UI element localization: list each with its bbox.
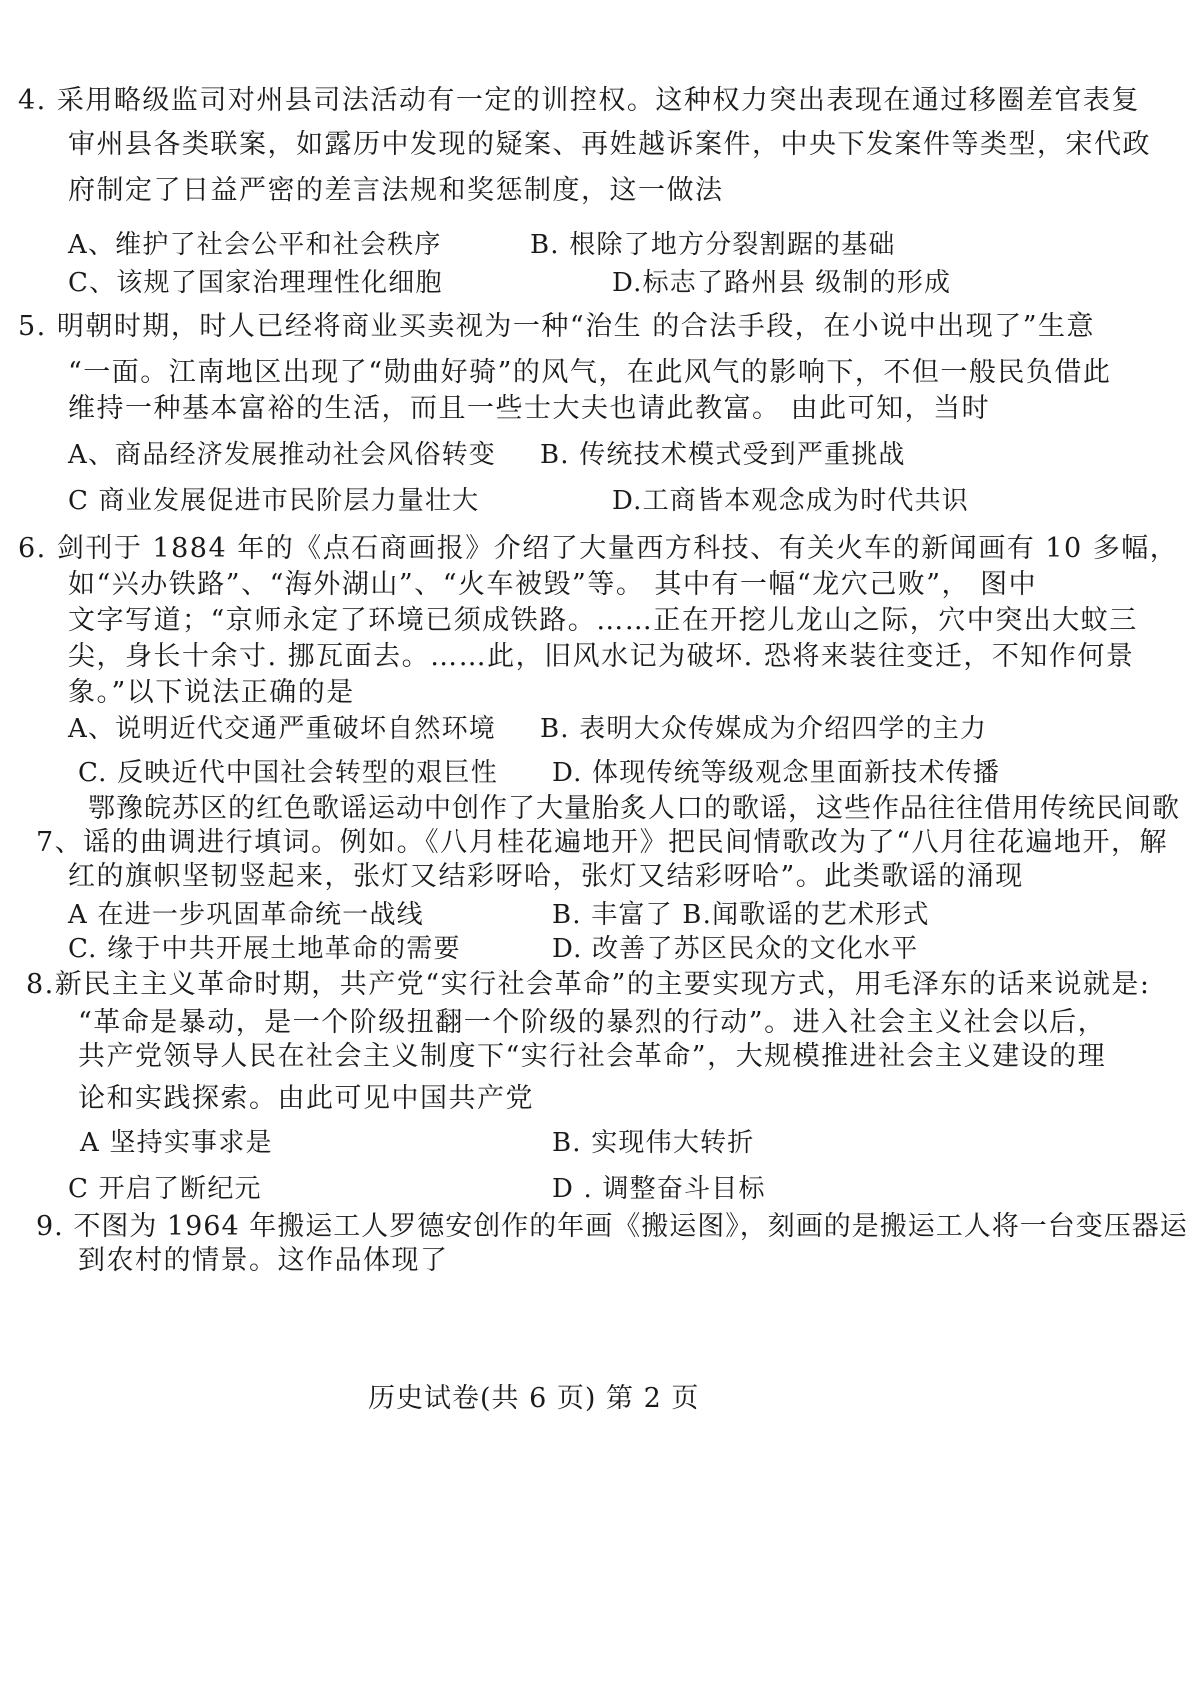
q9-stem-line-2: 到农村的情景。这作品体现了	[78, 1245, 449, 1276]
q4-stem-line-1: 4. 采用略级监司对州县司法活动有一定的训控权。这种权力突出表现在通过移圈差官表复	[18, 85, 1140, 116]
q8-stem-line-4: 论和实践探索。由此可见中国共产党	[78, 1083, 534, 1114]
q5-stem-line-3: 维持一种基本富裕的生活，而且一些士大夫也请此教富。 由此可知，当时	[68, 393, 991, 424]
q7-option-d: D. 改善了苏区民众的文化水平	[552, 934, 919, 964]
q8-stem-line-3: 共产党领导人民在社会主义制度下“实行社会革命”，大规模推进社会主义建设的理	[78, 1041, 1107, 1072]
q5-stem-line-1: 5. 明朝时期，时人已经将商业买卖视为一种“治生 的合法手段，在小说中出现了”生意	[18, 311, 1096, 342]
q7-option-c: C. 缘于中共开展土地革命的需要	[68, 934, 461, 964]
q5-option-d: D.工商皆本观念成为时代共识	[612, 486, 969, 516]
q8-stem-line-1: 8.新民主主义革命时期，共产党“实行社会革命”的主要实现方式，用毛泽东的话来说就是:	[26, 969, 1151, 1000]
q5-option-a: A、商品经济发展推动社会风俗转变	[68, 440, 496, 470]
q7-option-b: B. 丰富了 B.闻歌谣的艺术形式	[552, 900, 930, 930]
q8-stem-line-2: “革命是暴动，是一个阶级扭翻一个阶级的暴烈的行动”。进入社会主义社会以后，	[78, 1007, 1107, 1038]
q4-option-b: B. 根除了地方分裂割踞的基础	[530, 230, 896, 260]
q7-stem-line-3: 红的旗帜坚韧竖起来，张灯又结彩呀哈，张灯又结彩呀哈”。此类歌谣的涌现	[68, 861, 1024, 892]
q5-option-b: B. 传统技术模式受到严重挑战	[540, 440, 906, 470]
q6-option-c: C. 反映近代中国社会转型的艰巨性	[78, 758, 498, 788]
q6-option-a: A、说明近代交通严重破坏自然环境	[68, 714, 496, 744]
q4-stem-line-2: 审州县各类联案，如露历中发现的疑案、再姓越诉案件，中央下发案件等类型，宋代政	[68, 129, 1151, 160]
q5-option-c: C 商业发展促进市民阶层力量壮大	[68, 486, 480, 516]
q6-stem-line-5: 象。”以下说法正确的是	[68, 677, 355, 708]
q6-stem-line-1: 6. 剑刊于 1884 年的《点石商画报》介绍了大量西方科技、有关火车的新闻画有 10 多幅，	[18, 533, 1179, 564]
q8-option-d: D . 调整奋斗目标	[552, 1174, 766, 1204]
q7-stem-line-1: 鄂豫皖苏区的红色歌谣运动中创作了大量胎炙人口的歌谣，这些作品往往借用传统民间歌	[88, 793, 1180, 824]
q8-option-a: A 坚持实事求是	[80, 1128, 273, 1158]
q6-stem-line-2: 如“兴办铁路”、“海外湖山”、“火车被毁”等。 其中有一幅“龙穴己败”， 图中	[68, 569, 1038, 600]
q9-stem-line-1: 9. 不图为 1964 年搬运工人罗德安创作的年画《搬运图》，刻画的是搬运工人将一台变压器运	[36, 1211, 1188, 1242]
q4-option-c: C、该规了国家治理理性化细胞	[68, 268, 443, 298]
page-footer: 历史试卷(共 6 页) 第 2 页	[368, 1383, 700, 1414]
q7-stem-line-2: 7、谣的曲调进行填词。例如。《八月桂花遍地开》把民间情歌改为了“八月往花遍地开，解	[36, 827, 1168, 858]
q7-option-a: A 在进一步巩固革命统一战线	[68, 900, 424, 930]
q5-stem-line-2: “一面。江南地区出现了“勋曲好骑”的风气，在此风气的影响下，不但一般民负借此	[68, 357, 1112, 388]
q6-option-b: B. 表明大众传媒成为介绍四学的主力	[540, 714, 988, 744]
q4-option-a: A、维护了社会公平和社会秩序	[68, 230, 442, 260]
q6-stem-line-4: 尖，身长十余寸. 挪瓦面去。……此，旧风水记为破坏. 恐将来装往变迁，不知作何景	[68, 641, 1135, 672]
q6-stem-line-3: 文字写道；“京师永定了环境已须成铁路。……正在开挖儿龙山之际，穴中突出大蚊三	[68, 605, 1138, 636]
q4-option-d: D.标志了路州县 级制的形成	[612, 268, 952, 298]
q4-stem-line-3: 府制定了日益严密的差言法规和奖惩制度，这一做法	[68, 175, 724, 206]
q6-option-d: D. 体现传统等级观念里面新技术传播	[552, 758, 1001, 788]
q8-option-c: C 开启了断纪元	[68, 1174, 262, 1204]
q8-option-b: B. 实现伟大转折	[552, 1128, 755, 1158]
